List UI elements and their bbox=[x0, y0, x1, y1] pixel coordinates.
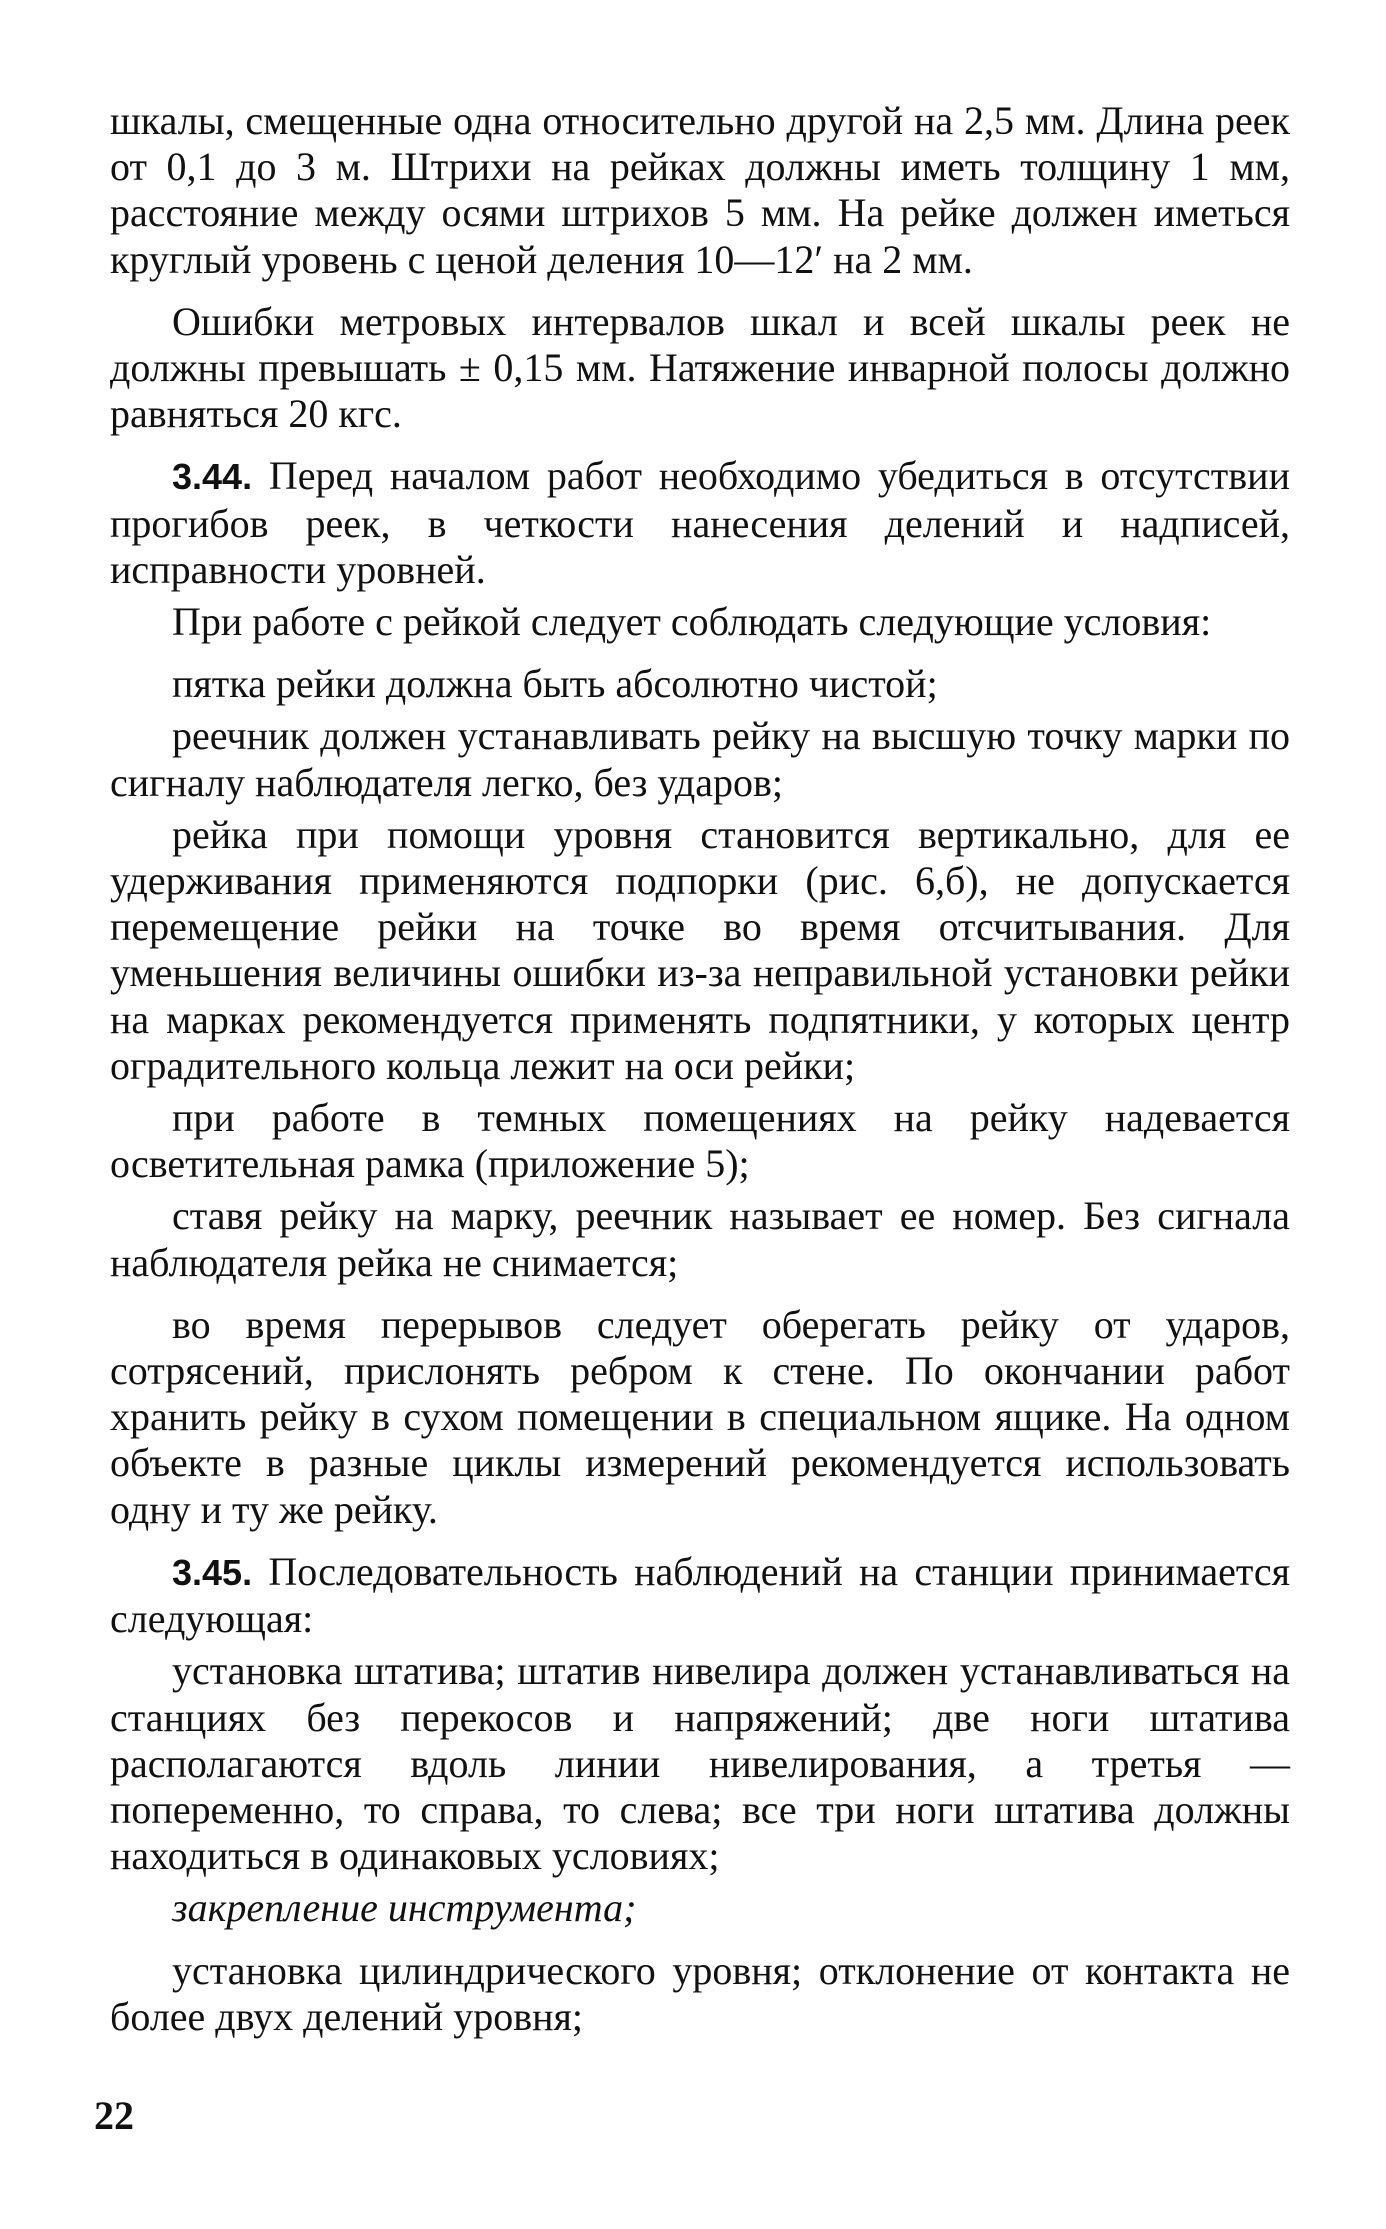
list-item-install-rod: реечник должен устанавливать рейку на высшую точку марки по сигналу наблюдателя легко, без ударов; bbox=[110, 713, 1290, 805]
list-item-cylindrical-level: установка цилиндрического уровня; отклонение от контакта не более двух делений уровня; bbox=[110, 1947, 1290, 2039]
page-number: 22 bbox=[94, 2093, 134, 2138]
list-item-lighting-frame: при работе в темных помещениях на рейку надевается осветительная рамка (приложение 5); bbox=[110, 1095, 1290, 1187]
list-item-tripod-setup: установка штатива; штатив нивелира должен устанавливаться на станциях без перекосов и напряжений; две ноги штатива располагаются вдоль линии нивелирования, а третья — попеременно, то справа, то слева; все три ноги штатива должны находиться в одинаковых условиях; bbox=[110, 1648, 1290, 1879]
list-item-call-number: ставя рейку на марку, реечник называет ее номер. Без сигнала наблюдателя рейка не снимается; bbox=[110, 1193, 1290, 1285]
list-item-instrument-fixing: закрепление инструмента; bbox=[172, 1885, 637, 1931]
paragraph-3-45-text: Последовательность наблюдений на станции принимается следующая: bbox=[110, 1548, 1291, 1642]
section-number-3-45: 3.45. bbox=[172, 1551, 253, 1593]
list-item-vertical-rod: рейка при помощи уровня становится вертикально, для ее удерживания применяются подпорки (рис. 6,б), не допускается перемещение рейки на точке во время отсчитывания. Для уменьшения величины ошибки из-за неправильной установки рейки на марках рекомендуется применять подпятники, у которых центр оградительного кольца лежит на оси рейки; bbox=[110, 811, 1290, 1088]
paragraph-3-45 bbox=[110, 1549, 1290, 1642]
list-item-rod-storage: во время перерывов следует оберегать рейку от ударов, сотрясений, прислонять ребром к стене. По окончании работ хранить рейку в сухом помещении в специальном ящике. На одном объекте в разные циклы измерений рекомендуется использовать одну и ту же рейку. bbox=[110, 1301, 1290, 1532]
section-number-3-44: 3.44. bbox=[172, 456, 253, 498]
list-item-clean-heel: пятка рейки должна быть абсолютно чистой; bbox=[172, 661, 938, 707]
paragraph-3-44 bbox=[110, 453, 1290, 593]
paragraph-conditions-intro: При работе с рейкой следует соблюдать следующие условия: bbox=[172, 599, 1212, 645]
paragraph-3-44-text: Перед началом работ необходимо убедиться в отсутствии прогибов реек, в четкости нанесения делений и надписей, исправности уровней. bbox=[110, 453, 1290, 592]
paragraph-scale-specs: шкалы, смещенные одна относительно другой на 2,5 мм. Длина реек от 0,1 до 3 м. Штрихи на рейках должны иметь толщину 1 мм, расстояние между осями штрихов 5 мм. На рейке должен иметься круглый уровень с ценой деления 10—12′ на 2 мм. bbox=[110, 98, 1290, 282]
page-content bbox=[110, 98, 1290, 2046]
paragraph-interval-errors: Ошибки метровых интервалов шкал и всей шкалы реек не должны превышать ± 0,15 мм. Натяжение инварной полосы должно равняться 20 кгс. bbox=[110, 298, 1290, 437]
